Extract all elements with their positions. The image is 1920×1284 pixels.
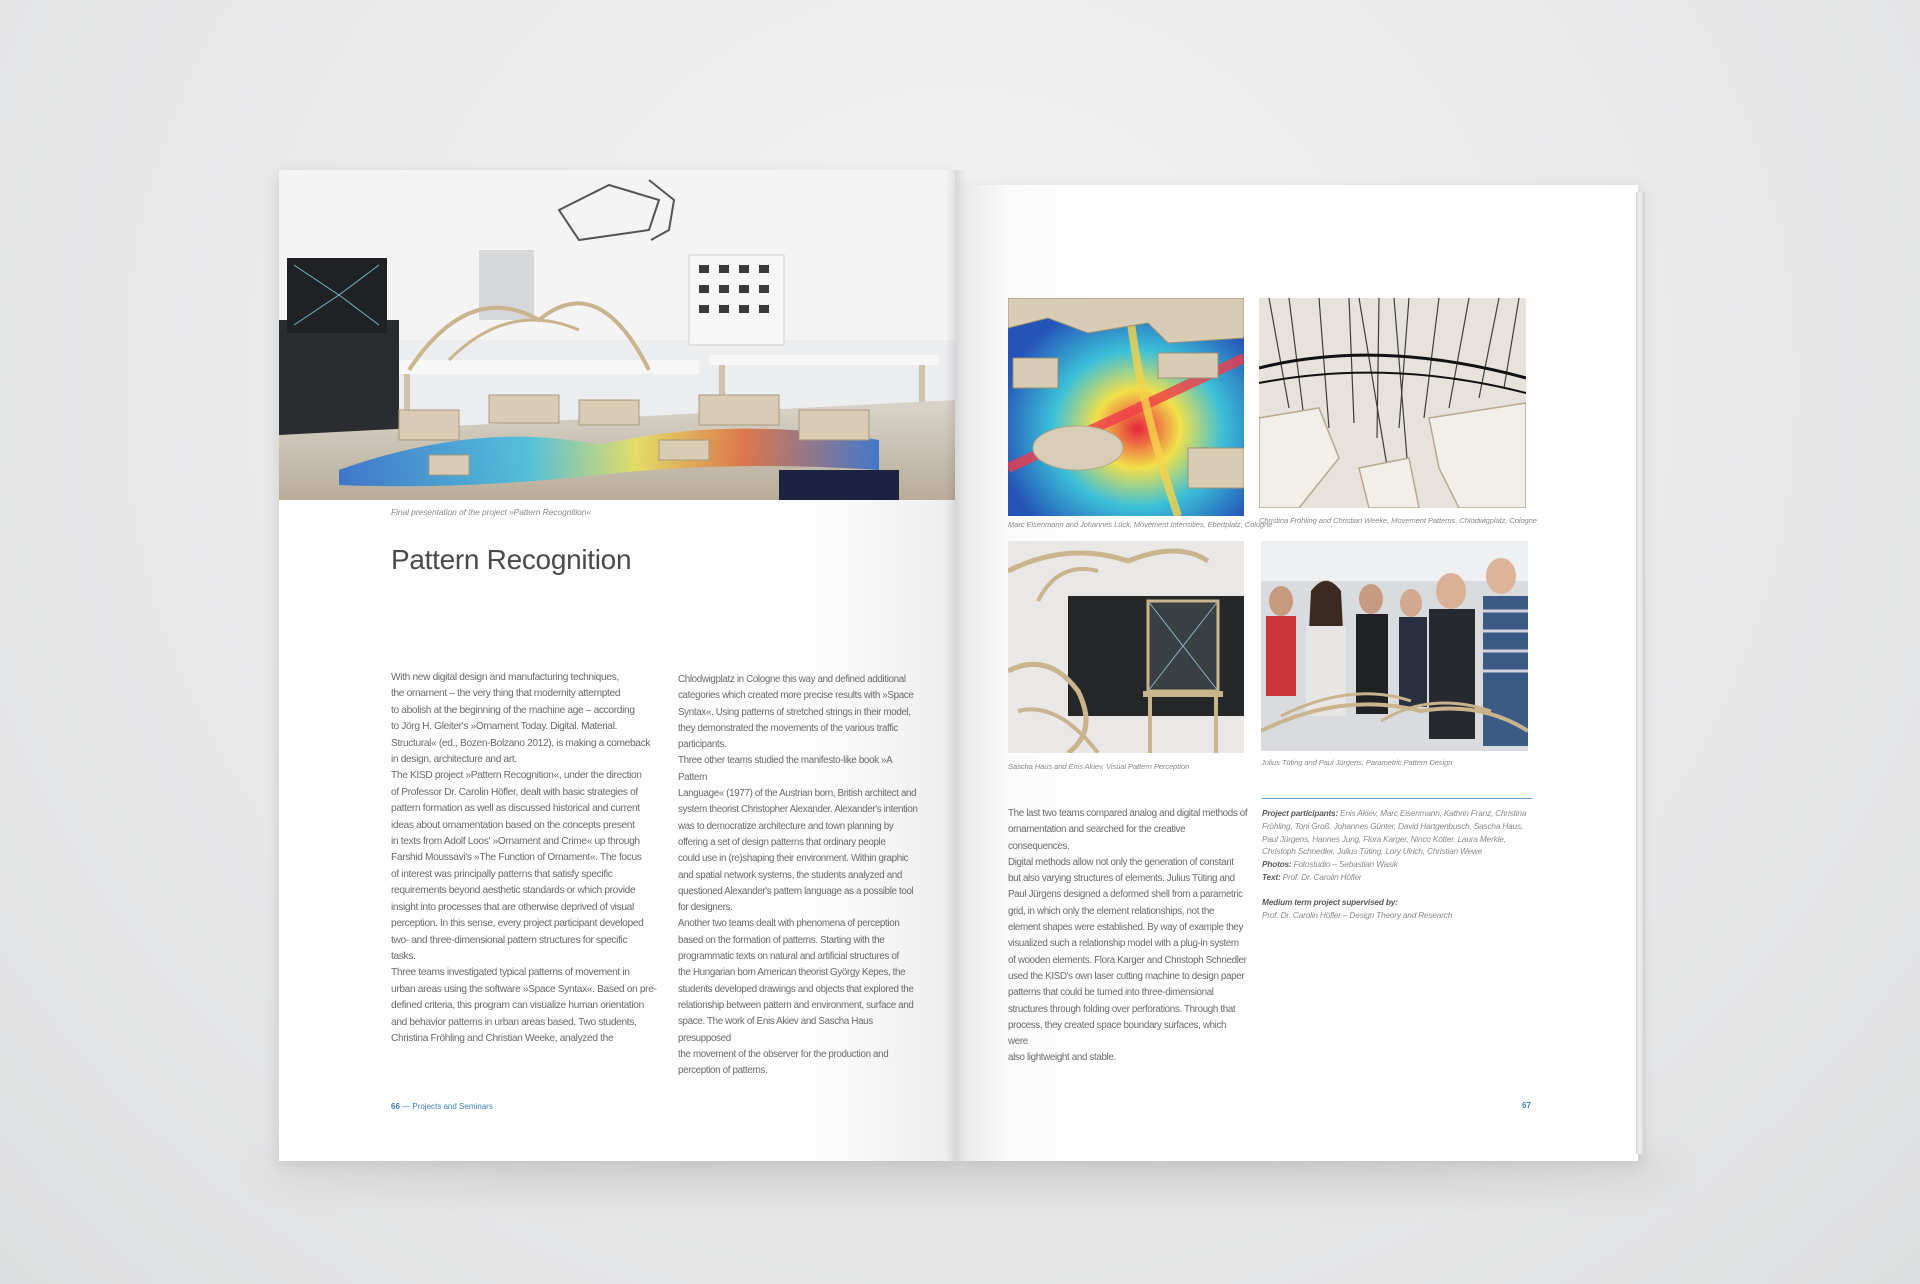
caption-photo-2: Christina Fröhling and Christian Weeke, Movement Patterns, Chlodwigplatz, Cologne	[1259, 516, 1537, 525]
photos-value: Fotostudio – Sebastian Wasik	[1291, 859, 1398, 870]
photo-parametric-pattern-design-illustration	[1261, 541, 1528, 751]
folio-left-number: 66	[391, 1102, 400, 1111]
body-text-right: The last two teams compared analog and digital methods of ornamentation and searched for the creative consequences. Digital methods allow not only the generation of constant but also varying structures of elements. Julius Tüting and Paul Jürgens designed a deformed shell from a parametric grid, in which only the element relationships, not the element shapes were established. By way of example they visualized such a relationship model with a plug-in system of wooden elements. Flora Karger and Christoph Schnedler used the KISD's own laser cutting machine to design paper patterns that could be turned into three-dimensional structures through folding over perforations. Through that process, they created space boundary surfaces, which were also lightweight and stable.	[1008, 808, 1248, 1064]
credits-gap	[1262, 884, 1532, 896]
photo-parametric-pattern-design	[1261, 541, 1528, 751]
photo-visual-pattern-perception-illustration	[1008, 541, 1244, 753]
photo-movement-intensities	[1008, 298, 1244, 516]
photo-movement-patterns-illustration	[1259, 298, 1526, 508]
folio-left	[391, 1102, 493, 1111]
body-text-col1: With new digital design and manufacturing techniques, the ornament – the very thing that modernity attempted to abolish at the beginning of the machine age – according to Jörg H. Gleiter's »Ornament Today. Digital. Material. Structural« (ed., Bozen-Bolzano 2012), is making a comeback in design, architecture and art. The KISD project »Pattern Recognition«, under the direction of Professor Dr. Carolin Höfler, dealt with basic strategies of pattern formation as well as discussed historical and current ideas about ornamentation based on the concepts present in texts from Adolf Loos' »Ornament and Crime« up through Farshid Moussavi's »The Function of Ornament«. The focus of interest was principally patterns that satisfy specific requirements beyond aesthetic standards or which provide insight into processes that are otherwise deprived of visual perception. In this sense, every project participant developed two- and three-dimensional pattern structures for specific tasks. Three teams investigated typical patterns of movement in urban areas using the software »Space Syntax«. Based on pre- defined criteria, this program can visualize human orientation and behavior patterns in urban areas based. Two students, Christina Fröhling and Christian Weeke, analyzed the	[391, 672, 657, 1044]
hero-photo-studio-models	[279, 170, 955, 500]
body-column-1	[391, 670, 673, 1047]
hero-photo-illustration	[279, 170, 955, 500]
credits-supervisor: Prof. Dr. Carolin Höfler – Design Theory and Research	[1262, 909, 1453, 920]
body-column-2	[678, 672, 918, 1079]
project-credits	[1262, 798, 1532, 921]
folio-right-number: 67	[1522, 1101, 1531, 1110]
body-column-right	[1008, 806, 1248, 1067]
photo-movement-patterns	[1259, 298, 1526, 508]
credits-participants	[1262, 807, 1532, 858]
caption-photo-1: Marc Eisenmann and Johannes Lück, Movement Intensities, Ebertplatz, Cologne	[1008, 520, 1273, 529]
participants-label: Project participants:	[1262, 808, 1339, 818]
page-title: Pattern Recognition	[391, 544, 632, 575]
credits-text	[1262, 871, 1532, 884]
caption-photo-4: Julius Tüting and Paul Jürgens, Parametric Pattern Design	[1261, 758, 1453, 767]
participants-list: Enis Akiev, Marc Eisenmann, Kathrin Franz, Christina Fröhling, Toni Groß, Johannes Günter, David Hartgenbusch, Sascha Haus, Paul Jürgens, Hannes Jung, Flora Karger, Ninco Kötter, Laura Merkle, Christoph Schnedler, Julius Tüting, Lory Ulrich, Christian Wewe	[1262, 808, 1527, 857]
photo-movement-intensities-illustration	[1008, 298, 1244, 516]
hero-caption: Final presentation of the project »Pattern Recognition«	[391, 507, 592, 517]
folio-right	[1522, 1101, 1531, 1110]
photo-visual-pattern-perception	[1008, 541, 1244, 753]
supervised-label: Medium term project supervised by:	[1262, 896, 1398, 907]
photos-label: Photos:	[1262, 859, 1292, 870]
caption-photo-3: Sascha Haus and Enis Akiev, Visual Pattern Perception	[1008, 762, 1190, 771]
body-text-col2: Chlodwigplatz in Cologne this way and defined additional categories which created more precise results with »Space Syntax«. Using patterns of stretched strings in their model, they demonstrated the movements of the various traffic participants. Three other teams studied the manifesto-like book »A Pattern Language« (1977) of the Austrian born, British architect and system theorist Christopher Alexander. Alexander's intention was to democratize architecture and town planning by offering a set of design patterns that ordinary people could use in (re)shaping their environment. Within graphic and spatial network systems, the students analyzed and questioned Alexander's pattern language as a possible tool for designers. Another two teams dealt with phenomena of perception based on the formation of patterns. Starting with the programmatic texts on natural and artificial structures of the Hungarian born American theorist György Kepes, the students developed drawings and objects that explored the relationship between pattern and environment, surface and space. The work of Enis Akiev and Sascha Haus presupposed the movement of the observer for the production and perception of patterns.	[678, 674, 918, 1077]
credits-supervised	[1262, 896, 1532, 909]
page-edge	[1636, 192, 1645, 1154]
folio-left-section: — Projects and Seminars	[399, 1102, 493, 1111]
spine-gutter	[945, 170, 967, 1161]
text-label: Text:	[1262, 871, 1281, 882]
credits-photos	[1262, 858, 1532, 871]
text-value: Prof. Dr. Carolin Höfler	[1280, 871, 1362, 882]
